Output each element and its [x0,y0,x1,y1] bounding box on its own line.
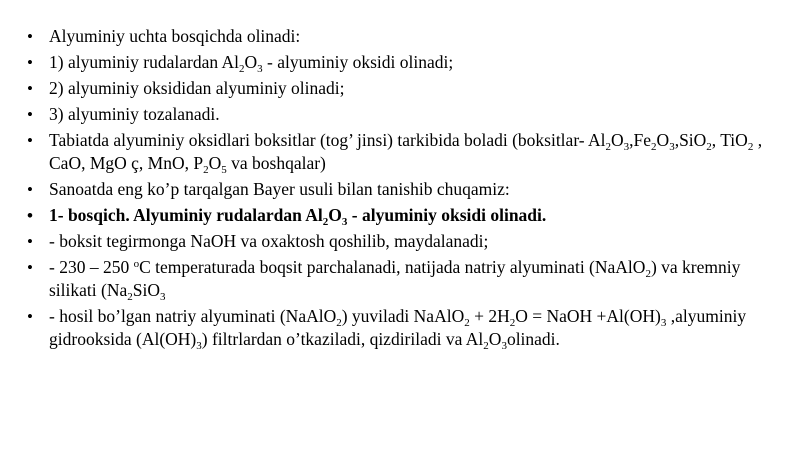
subscript: 2 [605,141,612,153]
bullet-text [49,52,454,75]
text-run: - hosil bo’lgan natriy alyuminati (NaAlO [49,306,337,326]
text-run: olinadi. [506,329,560,349]
text-run: 2) alyuminiy oksididan alyuminiy olinadi; [49,78,345,98]
bullet-text [49,130,763,176]
text-run: ,SiO [674,130,707,150]
bullet-dot-icon: • [27,307,33,326]
bullet-text [49,306,747,352]
text-run: O [656,130,670,150]
bullet-item-5 [27,129,772,175]
text-run: O = NaOH +Al(OH) [515,306,661,326]
text-run: O [328,205,342,225]
subscript: 2 [336,317,342,329]
text-run: ,Fe [629,130,652,150]
bullet-item-6 [27,178,772,201]
subscript: 2 [651,141,657,153]
bullet-text [49,78,345,98]
text-run: , TiO [711,130,748,150]
text-run: Alyuminiy uchta bosqichda olinadi: [49,26,301,46]
text-run: - alyuminiy oksidi olinadi; [262,52,454,72]
text-run: ) filtrlardan o’tkaziladi, qizdiriladi va Al [201,329,484,349]
subscript: 2 [239,63,245,75]
text-run: 1) alyuminiy rudalardan Al [49,52,240,72]
bullet-text [49,257,741,303]
bullet-item-2 [27,51,772,74]
text-run: - 230 – 250 [49,257,134,277]
subscript: 3 [159,291,166,303]
bullet-dot-icon: • [27,53,33,72]
bullet-item-4 [27,103,772,126]
bullet-dot-icon: • [27,79,33,98]
text-run: 3) alyuminiy tozalanadi. [49,104,220,124]
text-run: ,alyuminiy gidrooksida (Al(OH) [49,306,747,349]
subscript: 3 [623,141,630,153]
text-run: SiO [132,280,160,300]
subscript: 3 [669,141,675,153]
text-run: , CaO, MgO ç, MnO, P [49,130,763,173]
text-run: va boshqalar) [226,153,326,173]
subscript: 2 [464,317,470,329]
bullet-dot-icon: • [27,131,33,150]
bullet-item-3 [27,77,772,100]
bullet-text [49,205,547,228]
subscript: 3 [660,317,667,329]
bullet-text [49,179,510,199]
text-run: Sanoatda eng ko’p tarqalgan Bayer usuli bilan tanishib chuqamiz: [49,179,510,199]
subscript: 3 [257,63,263,75]
bullet-dot-icon: • [27,232,33,251]
subscript: 2 [509,317,516,329]
subscript: 2 [706,141,712,153]
subscript: 5 [221,164,227,176]
text-run: Tabiatda alyuminiy oksidlari boksitlar (tog’ jinsi) tarkibida boladi (boksitlar- Al [49,130,606,150]
bullet-item-7 [27,204,772,227]
bullet-item-1 [27,25,772,48]
superscript: o [133,258,140,270]
subscript: 2 [322,216,329,228]
bullet-text [49,231,488,251]
bullet-dot-icon: • [27,27,33,46]
subscript: 2 [203,164,209,176]
bullet-text [49,104,220,124]
subscript: 2 [483,340,489,352]
text-run: - alyuminiy oksidi olinadi. [347,205,547,225]
bullet-dot-icon: • [27,105,33,124]
subscript: 3 [196,340,202,352]
text-run: O [244,52,258,72]
bullet-dot-icon: • [27,180,33,199]
subscript: 3 [501,340,507,352]
subscript: 2 [127,291,133,303]
text-run: O [611,130,624,150]
bullet-item-9 [27,256,772,302]
bullet-list [27,25,772,354]
bullet-item-8 [27,230,772,253]
subscript: 3 [341,216,348,228]
text-run: 1- bosqich. Alyuminiy rudalardan Al [49,205,323,225]
text-run: C temperaturada boqsit parchalanadi, natijada natriy alyuminati (NaAlO [139,257,646,277]
text-run: + 2H [469,306,510,326]
bullet-text [49,26,300,46]
bullet-dot-icon: • [27,258,33,277]
text-run: - boksit tegirmonga NaOH va oxaktosh qoshilib, maydalanadi; [49,231,489,251]
text-run: O [208,153,222,173]
bullet-item-10 [27,305,772,351]
text-run: ) yuviladi NaAlO [341,306,465,326]
text-run: O [488,329,502,349]
subscript: 2 [645,268,651,280]
text-run: ) va kremniy silikati (Na [49,257,741,300]
subscript: 2 [747,141,754,153]
bullet-dot-icon: • [27,206,33,225]
